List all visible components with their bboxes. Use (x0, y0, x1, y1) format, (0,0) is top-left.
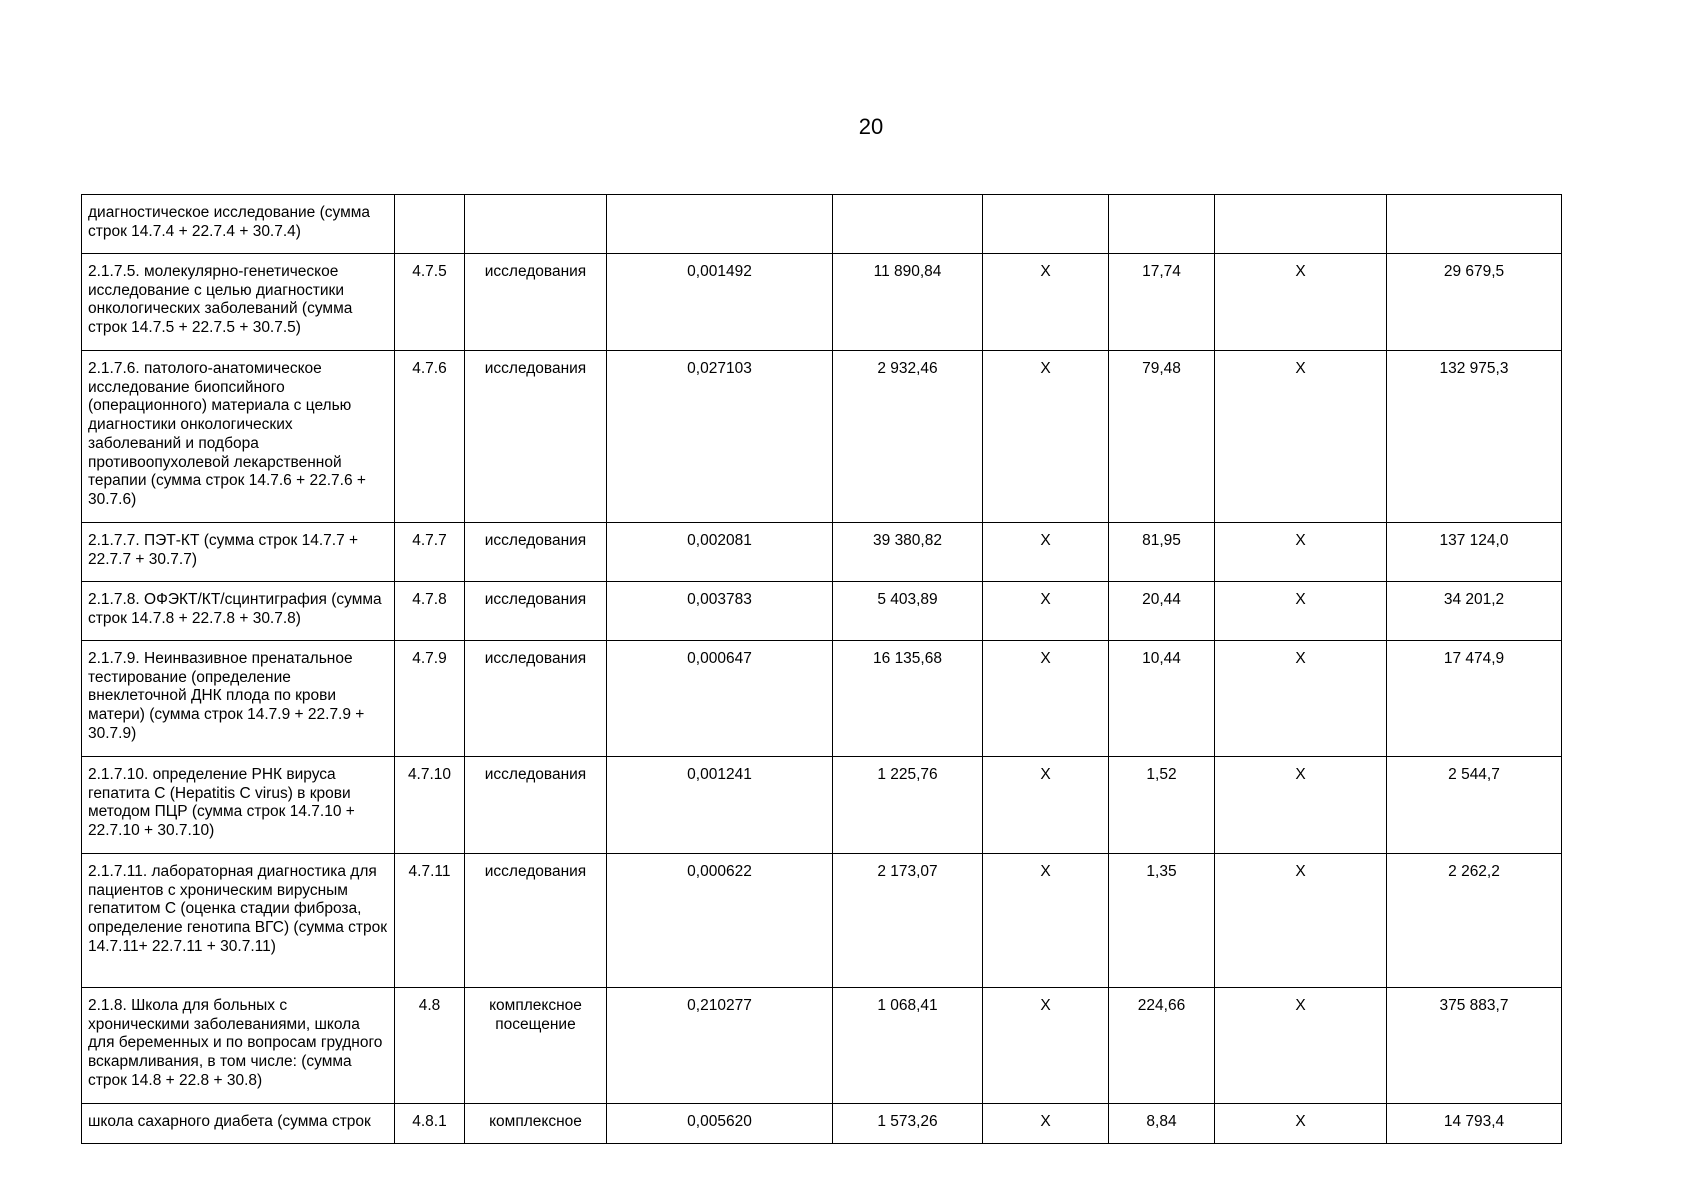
table-row (82, 641, 1562, 757)
indicator-name-cell: 2.1.8. Школа для больных с хроническими заболеваниями, школа для беременных и по вопросам грудного вскармливания, в том числе: (сумма строк 14.8 + 22.8 + 30.8) (82, 988, 395, 1104)
table-row (82, 988, 1562, 1104)
total-cost-cell: 34 201,2 (1387, 582, 1562, 641)
table-body (82, 195, 1562, 1144)
row-code-cell (395, 195, 465, 254)
total-cost-cell: 132 975,3 (1387, 351, 1562, 523)
x-mark-cell: X (983, 757, 1109, 854)
x-mark-cell: X (983, 1104, 1109, 1144)
x-mark-cell (1215, 195, 1387, 254)
row-code-cell: 4.8.1 (395, 1104, 465, 1144)
total-cost-cell: 375 883,7 (1387, 988, 1562, 1104)
indicator-name-cell: 2.1.7.8. ОФЭКТ/КТ/сцинтиграфия (сумма строк 14.7.8 + 22.7.8 + 30.7.8) (82, 582, 395, 641)
volume-norm-cell: 0,001492 (607, 254, 833, 351)
x-mark-cell: X (983, 254, 1109, 351)
unit-cell: исследования (465, 523, 607, 582)
table-row (82, 254, 1562, 351)
x-mark-cell: X (983, 988, 1109, 1104)
page-number: 20 (858, 114, 884, 139)
total-cost-cell: 29 679,5 (1387, 254, 1562, 351)
row-code-cell: 4.7.7 (395, 523, 465, 582)
volume-norm-cell: 0,003783 (607, 582, 833, 641)
unit-cell: исследования (465, 351, 607, 523)
unit-cell: исследования (465, 757, 607, 854)
x-mark-cell: X (983, 854, 1109, 988)
row-code-cell: 4.7.5 (395, 254, 465, 351)
per-capita-cell: 1,35 (1109, 854, 1215, 988)
x-mark-cell: X (1215, 641, 1387, 757)
per-capita-cell: 17,74 (1109, 254, 1215, 351)
cost-norm-cell: 2 173,07 (833, 854, 983, 988)
unit-cell: комплексное посещение (465, 988, 607, 1104)
x-mark-cell: X (983, 582, 1109, 641)
cost-norm-cell: 1 573,26 (833, 1104, 983, 1144)
table-row (82, 523, 1562, 582)
x-mark-cell: X (1215, 351, 1387, 523)
row-code-cell: 4.7.9 (395, 641, 465, 757)
row-code-cell: 4.7.10 (395, 757, 465, 854)
indicator-name-cell: 2.1.7.11. лабораторная диагностика для пациентов с хроническим вирусным гепатитом С (оценка стадии фиброза, определение генотипа ВГС) (сумма строк 14.7.11+ 22.7.11 + 30.7.11) (82, 854, 395, 988)
unit-cell: комплексное (465, 1104, 607, 1144)
table-row (82, 351, 1562, 523)
indicator-name-cell: диагностическое исследование (сумма строк 14.7.4 + 22.7.4 + 30.7.4) (82, 195, 395, 254)
x-mark-cell: X (1215, 757, 1387, 854)
cost-norm-cell: 2 932,46 (833, 351, 983, 523)
row-code-cell: 4.8 (395, 988, 465, 1104)
volume-norm-cell (607, 195, 833, 254)
indicator-name-cell: 2.1.7.5. молекулярно-генетическое исследование с целью диагностики онкологических заболеваний (сумма строк 14.7.5 + 22.7.5 + 30.7.5) (82, 254, 395, 351)
per-capita-cell: 79,48 (1109, 351, 1215, 523)
indicator-name-cell: 2.1.7.9. Неинвазивное пренатальное тестирование (определение внеклеточной ДНК плода по крови матери) (сумма строк 14.7.9 + 22.7.9 + 30.7.9) (82, 641, 395, 757)
per-capita-cell: 10,44 (1109, 641, 1215, 757)
per-capita-cell (1109, 195, 1215, 254)
volume-norm-cell: 0,000647 (607, 641, 833, 757)
row-code-cell: 4.7.11 (395, 854, 465, 988)
volume-norm-cell: 0,210277 (607, 988, 833, 1104)
x-mark-cell: X (983, 523, 1109, 582)
total-cost-cell (1387, 195, 1562, 254)
cost-norm-cell: 1 068,41 (833, 988, 983, 1104)
per-capita-cell: 8,84 (1109, 1104, 1215, 1144)
total-cost-cell: 2 262,2 (1387, 854, 1562, 988)
unit-cell: исследования (465, 254, 607, 351)
table-row (82, 757, 1562, 854)
table-row (82, 582, 1562, 641)
table-row (82, 195, 1562, 254)
data-table (81, 194, 1562, 1144)
table-row (82, 1104, 1562, 1144)
x-mark-cell (983, 195, 1109, 254)
unit-cell: исследования (465, 641, 607, 757)
per-capita-cell: 1,52 (1109, 757, 1215, 854)
x-mark-cell: X (1215, 523, 1387, 582)
table-row (82, 854, 1562, 988)
x-mark-cell: X (1215, 1104, 1387, 1144)
volume-norm-cell: 0,005620 (607, 1104, 833, 1144)
indicator-name-cell: школа сахарного диабета (сумма строк (82, 1104, 395, 1144)
x-mark-cell: X (1215, 854, 1387, 988)
cost-norm-cell: 39 380,82 (833, 523, 983, 582)
total-cost-cell: 2 544,7 (1387, 757, 1562, 854)
volume-norm-cell: 0,002081 (607, 523, 833, 582)
cost-norm-cell: 16 135,68 (833, 641, 983, 757)
total-cost-cell: 137 124,0 (1387, 523, 1562, 582)
x-mark-cell: X (983, 641, 1109, 757)
cost-norm-cell: 1 225,76 (833, 757, 983, 854)
x-mark-cell: X (983, 351, 1109, 523)
x-mark-cell: X (1215, 254, 1387, 351)
x-mark-cell: X (1215, 988, 1387, 1104)
cost-norm-cell (833, 195, 983, 254)
per-capita-cell: 81,95 (1109, 523, 1215, 582)
indicator-name-cell: 2.1.7.7. ПЭТ-КТ (сумма строк 14.7.7 + 22.7.7 + 30.7.7) (82, 523, 395, 582)
total-cost-cell: 17 474,9 (1387, 641, 1562, 757)
indicator-name-cell: 2.1.7.10. определение РНК вируса гепатита С (Hepatitis C virus) в крови методом ПЦР (сумма строк 14.7.10 + 22.7.10 + 30.7.10) (82, 757, 395, 854)
row-code-cell: 4.7.8 (395, 582, 465, 641)
total-cost-cell: 14 793,4 (1387, 1104, 1562, 1144)
row-code-cell: 4.7.6 (395, 351, 465, 523)
volume-norm-cell: 0,001241 (607, 757, 833, 854)
unit-cell: исследования (465, 582, 607, 641)
cost-norm-cell: 5 403,89 (833, 582, 983, 641)
indicator-name-cell: 2.1.7.6. патолого-анатомическое исследование биопсийного (операционного) материала с целью диагностики онкологических заболеваний и подбора противоопухолевой лекарственной терапии (сумма строк 14.7.6 + 22.7.6 + 30.7.6) (82, 351, 395, 523)
per-capita-cell: 20,44 (1109, 582, 1215, 641)
cost-norm-cell: 11 890,84 (833, 254, 983, 351)
unit-cell (465, 195, 607, 254)
unit-cell: исследования (465, 854, 607, 988)
x-mark-cell: X (1215, 582, 1387, 641)
per-capita-cell: 224,66 (1109, 988, 1215, 1104)
volume-norm-cell: 0,000622 (607, 854, 833, 988)
volume-norm-cell: 0,027103 (607, 351, 833, 523)
